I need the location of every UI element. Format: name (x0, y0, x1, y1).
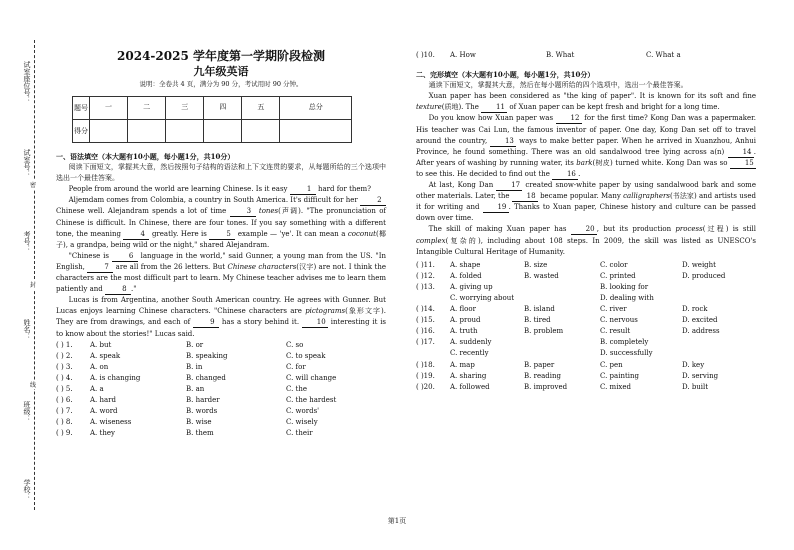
score-cell[interactable] (280, 120, 352, 143)
option-choice[interactable]: A. followed (450, 382, 490, 391)
option-row (416, 260, 756, 271)
section2-options (416, 260, 756, 393)
answer-slot[interactable]: ( )13. (416, 282, 435, 291)
option-choice[interactable]: D. weight (682, 260, 716, 269)
section1-options (56, 340, 386, 440)
score-col-1: 一 (90, 97, 128, 120)
option-choice[interactable]: B. problem (524, 327, 564, 336)
answer-slot[interactable]: ( )10. (416, 51, 435, 59)
option-choice[interactable]: B. words (186, 407, 218, 416)
blank-9[interactable]: 9 (193, 318, 219, 328)
left-column (56, 40, 386, 439)
option-choice[interactable]: C. so (286, 340, 304, 349)
option-row (56, 384, 386, 395)
answer-slot[interactable]: ( )18. (416, 360, 435, 369)
option-choice[interactable]: C. their (286, 429, 313, 438)
option-choice[interactable]: C. worrying about (450, 293, 515, 302)
option-choice[interactable] (524, 337, 600, 348)
answer-slot[interactable] (416, 293, 450, 304)
option-choice[interactable]: B. speaking (186, 351, 228, 360)
option-choice[interactable]: A. they (90, 429, 115, 438)
score-table-row-label: 得分 (73, 120, 90, 143)
option-choice[interactable]: C. color (600, 260, 628, 269)
option-choice[interactable]: B. or (186, 340, 204, 349)
answer-slot[interactable]: ( )17. (416, 338, 435, 347)
option-choice[interactable]: D. successfully (600, 349, 653, 358)
answer-slot[interactable]: ( )20. (416, 382, 435, 391)
option-row (416, 337, 756, 348)
option-choice[interactable]: C. mixed (600, 382, 632, 391)
option-row (56, 428, 386, 439)
score-col-total: 总分 (280, 97, 352, 120)
option-choice[interactable]: A. on (90, 362, 109, 371)
option-choice[interactable]: C. will change (286, 373, 337, 382)
passage2-paragraph: Xuan paper has been considered as "the king of paper". It is known for its soft and fine texture(质地). The 11 of Xuan paper can be kept fresh and bright for a long time. (416, 92, 756, 112)
option-choice[interactable]: B. paper (524, 360, 555, 369)
question-10-options (416, 50, 756, 61)
seal-line (34, 40, 35, 510)
option-choice[interactable]: B. wise (186, 418, 212, 427)
answer-slot[interactable]: ( ) 6. (56, 396, 73, 405)
option-choice[interactable]: B. completely (600, 338, 649, 347)
score-table-row-label: 题号 (73, 97, 90, 120)
score-col-3: 三 (166, 97, 204, 120)
option-choice[interactable]: A. truth (450, 327, 478, 336)
option-choice[interactable]: D. excited (682, 316, 718, 325)
score-cell[interactable] (128, 120, 166, 143)
section2-instruction: 通读下面短文，掌握其大意，然后在每小题所给的四个选项中，选出一个最佳答案。 (428, 81, 688, 90)
option-row (56, 395, 386, 406)
option-row (416, 371, 756, 382)
seat-number-label: 试室座位号： (23, 61, 31, 103)
option-choice[interactable]: D. address (682, 327, 720, 336)
option-b[interactable]: B. What (546, 51, 575, 59)
room-number-label: 试室号： (23, 149, 31, 177)
option-choice[interactable] (682, 282, 752, 293)
exam-number-label: 考号： (23, 231, 31, 252)
option-row (416, 315, 756, 326)
binding-gutter (0, 0, 52, 550)
blank-18[interactable]: 18 (512, 192, 538, 202)
blank-17[interactable]: 17 (496, 181, 522, 191)
option-choice[interactable]: B. improved (524, 382, 568, 391)
option-choice[interactable]: A. wiseness (90, 418, 132, 427)
option-row (416, 360, 756, 371)
option-row (56, 362, 386, 373)
blank-15[interactable]: 15 (730, 159, 756, 169)
option-choice[interactable]: B. size (524, 260, 548, 269)
option-choice[interactable]: A. speak (90, 351, 121, 360)
option-choice[interactable]: A. map (450, 360, 475, 369)
blank-19[interactable]: 19 (483, 203, 509, 213)
answer-slot[interactable]: ( )12. (416, 271, 435, 280)
option-choice[interactable] (524, 282, 600, 293)
answer-slot[interactable]: ( ) 8. (56, 418, 73, 427)
option-choice[interactable]: C. nervous (600, 316, 638, 325)
option-choice[interactable]: C. pen (600, 360, 623, 369)
blank-14[interactable]: 14 (728, 148, 754, 158)
score-table (72, 96, 352, 143)
option-choice[interactable]: A. shape (450, 260, 481, 269)
answer-slot[interactable]: ( ) 9. (56, 429, 73, 438)
answer-slot[interactable]: ( )11. (416, 260, 435, 269)
option-choice[interactable]: A. suddenly (450, 338, 492, 347)
answer-slot[interactable]: ( ) 3. (56, 362, 73, 371)
blank-16[interactable]: 16 (552, 170, 578, 180)
score-col-2: 二 (128, 97, 166, 120)
score-col-4: 四 (204, 97, 242, 120)
cut-mark: 封 (30, 282, 37, 289)
class-label: 班级： (23, 401, 31, 422)
option-c[interactable]: C. What a (646, 51, 681, 59)
passage2-paragraph: The skill of making Xuan paper has 20 , but its production process(过程) is still complex(复杂的), including about 108 steps. In 2009, the skill was listed as UNESCO's Intangible Cultural Heritage of Humanity. (416, 225, 756, 256)
section1-instruction: 阅读下面短文，掌握其大意，然后按照句子结构的语法和上下文连贯的要求，从每题所给的三个选项中选出一个最佳答案。 (56, 163, 386, 183)
option-choice[interactable]: A. sharing (450, 371, 487, 380)
option-row (416, 271, 756, 282)
option-row (56, 351, 386, 362)
answer-slot[interactable]: ( )19. (416, 371, 435, 380)
blank-11[interactable]: 11 (481, 103, 507, 113)
option-choice[interactable]: B. reading (524, 371, 561, 380)
option-choice[interactable]: D. rock (682, 305, 708, 314)
option-row (56, 417, 386, 428)
option-choice[interactable] (682, 337, 752, 348)
option-choice[interactable]: C. the (286, 384, 308, 393)
option-choice[interactable]: A. but (90, 340, 112, 349)
option-row (416, 348, 756, 359)
score-cell[interactable] (166, 120, 204, 143)
option-row (416, 304, 756, 315)
option-row (416, 326, 756, 337)
blank-2[interactable]: 2 (360, 196, 386, 206)
answer-slot[interactable]: ( ) 4. (56, 373, 73, 382)
option-choice[interactable] (524, 348, 600, 359)
option-choice[interactable]: C. painting (600, 371, 639, 380)
passage2-paragraph: At last, Kong Dan 17 created snow-white paper by using sandalwood bark and some other materials. Later, the 18 became popular. Many calligraphers(书法家) and artists used it for writing and 19 . Thanks to Xuan paper, Chinese history and culture can be passed down over time. (416, 181, 756, 223)
exam-note: 说明：全卷共 4 页，满分为 90 分，考试用时 90 分钟。 (139, 80, 303, 88)
cut-mark: 密 (30, 182, 37, 189)
blank-8[interactable]: 8 (105, 285, 131, 295)
answer-slot[interactable]: ( )16. (416, 327, 435, 336)
blank-20[interactable]: 20 (571, 225, 597, 235)
score-cell[interactable] (90, 120, 128, 143)
option-choice[interactable]: C. wisely (286, 418, 318, 427)
option-choice[interactable]: D. key (682, 360, 705, 369)
option-choice[interactable]: B. wasted (524, 271, 559, 280)
option-choice[interactable]: B. changed (186, 373, 226, 382)
option-choice[interactable]: D. dealing with (600, 293, 654, 302)
blank-6[interactable]: 6 (112, 252, 138, 262)
option-row (56, 340, 386, 351)
option-choice[interactable]: C. recently (450, 349, 489, 358)
answer-slot[interactable]: ( )14. (416, 305, 435, 314)
option-choice[interactable]: C. printed (600, 271, 636, 280)
option-choice[interactable]: A. folded (450, 271, 482, 280)
right-column (416, 40, 756, 393)
blank-13[interactable]: 13 (490, 137, 516, 147)
blank-10[interactable]: 10 (302, 318, 328, 328)
answer-slot[interactable]: ( ) 1. (56, 340, 73, 349)
section2-heading: 二、完形填空（本大题有10小题，每小题1分，共10分） (416, 70, 595, 80)
passage1-paragraph: "Chinese is 6 language in the world," said Gunner, a young man from the US. "In English, 7 are all from the 26 letters. But Chinese characters(汉字) are not. I think the characters are the most difficult part to learn. My Chinese teacher advises me to learn them patiently and 8 ." (56, 251, 386, 294)
option-choice[interactable]: B. looking for (600, 282, 649, 291)
option-choice[interactable]: C. for (286, 362, 306, 371)
answer-slot[interactable]: ( )15. (416, 316, 435, 325)
option-row (416, 293, 756, 304)
option-choice[interactable]: C. river (600, 305, 627, 314)
passage2-paragraph: Do you know how Xuan paper was 12 for the first time? Kong Dan was a papermaker. His teacher was Cai Lun, the famous inventor of paper. One day, Kong Dan set off to travel around the country, 13 ways to make better paper. When he arrived in Xuanzhou, Anhui Province, he found something. There was an old sandalwood tree lying across a(n) 14 . After years of washing by running water, its bark(树皮) turned white. Kong Dan was so 15 to see this. He decided to find out the 16 . (416, 114, 756, 178)
section1-heading: 一、语法填空（本大题有10小题，每小题1分，共10分） (56, 152, 235, 161)
option-choice[interactable]: D. serving (682, 371, 719, 380)
blank-4[interactable]: 4 (123, 230, 149, 240)
answer-slot[interactable]: ( ) 2. (56, 351, 73, 360)
cut-mark: 线 (30, 382, 37, 389)
option-choice[interactable]: D. produced (682, 271, 726, 280)
exam-title: 2024-2025 学年度第一学期阶段检测 (117, 49, 325, 63)
option-choice[interactable]: D. built (682, 382, 709, 391)
answer-slot[interactable]: ( ) 5. (56, 384, 73, 393)
option-choice[interactable]: C. the hardest (286, 396, 337, 405)
score-cell[interactable] (204, 120, 242, 143)
blank-5[interactable]: 5 (209, 230, 235, 240)
option-choice[interactable]: C. result (600, 327, 631, 336)
option-row (416, 282, 756, 293)
option-choice[interactable]: C. words' (286, 407, 320, 416)
option-row (56, 373, 386, 384)
option-choice[interactable]: A. proud (450, 316, 481, 325)
score-col-5: 五 (242, 97, 280, 120)
blank-3[interactable]: 3 (230, 207, 256, 217)
option-choice[interactable]: B. harder (186, 396, 220, 405)
page-number: 第1页 (387, 517, 407, 525)
passage1-paragraph: Lucas is from Argentina, another South American country. He agrees with Gunner. But Lucas enjoys learning Chinese characters. "Chinese characters are pictograms(象形文字). They are from drawings, and each of 9 has a story behind it. 10 interesting it is to know about the stories!" Lucas said. (56, 296, 387, 338)
exam-subject: 九年级英语 (193, 65, 249, 78)
option-row (56, 406, 386, 417)
option-choice[interactable]: B. them (186, 429, 214, 438)
option-choice[interactable]: A. giving up (450, 282, 493, 291)
option-choice[interactable]: B. tired (524, 316, 551, 325)
blank-12[interactable]: 12 (556, 114, 582, 124)
option-choice[interactable]: B. in (186, 362, 203, 371)
name-label: 姓名： (23, 319, 31, 340)
option-choice[interactable]: A. floor (450, 305, 476, 314)
option-choice[interactable]: B. an (186, 384, 205, 393)
answer-slot[interactable]: ( ) 7. (56, 407, 73, 416)
answer-slot[interactable] (416, 348, 450, 359)
option-choice[interactable]: C. to speak (286, 351, 326, 360)
option-choice[interactable] (524, 293, 600, 304)
option-row (416, 382, 756, 393)
option-choice[interactable]: B. island (524, 305, 555, 314)
option-choice[interactable]: A. hard (90, 396, 117, 405)
passage1-paragraph: People from around the world are learning Chinese. Is it easy 1 hard for them? (68, 185, 371, 194)
option-choice[interactable]: A. is changing (90, 373, 141, 382)
passage1-paragraph: Aljemdam comes from Colombia, a country in South America. It's difficult for her 2 Chinese well. Alejandram spends a lot of time 3 tones(声调). "The pronunciation of Chinese is difficult. In Chinese, there are four tones. If you say something with a different tone, the meaning 4 greatly. Here is 5 example — 'ye'. It can mean a coconut(椰子), a grandpa, being wild or the night," shared Alejandram. (56, 196, 386, 249)
option-choice[interactable]: A. word (90, 407, 118, 416)
option-choice[interactable] (682, 348, 752, 359)
option-choice[interactable]: A. a (90, 384, 104, 393)
blank-7[interactable]: 7 (87, 263, 113, 273)
score-cell[interactable] (242, 120, 280, 143)
blank-1[interactable]: 1 (290, 185, 316, 195)
option-choice[interactable] (682, 293, 752, 304)
option-a[interactable]: A. How (450, 51, 476, 59)
school-label: 学校： (23, 479, 31, 500)
